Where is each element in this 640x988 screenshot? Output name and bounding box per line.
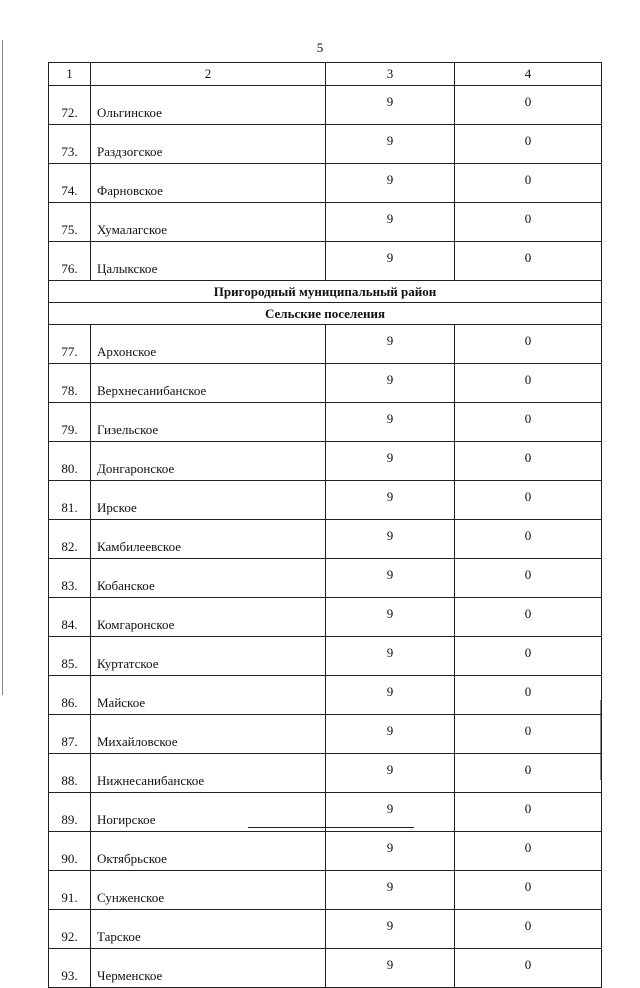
row-number: 88. bbox=[49, 754, 91, 793]
column-4-value: 0 bbox=[455, 86, 602, 125]
row-number: 74. bbox=[49, 164, 91, 203]
column-3-value: 9 bbox=[326, 754, 455, 793]
settlement-name: Майское bbox=[91, 676, 326, 715]
column-3-value: 9 bbox=[326, 325, 455, 364]
table-row bbox=[49, 442, 602, 481]
column-4-value: 0 bbox=[455, 676, 602, 715]
table-row bbox=[49, 86, 602, 125]
scan-edge-left bbox=[2, 40, 3, 695]
column-3-value: 9 bbox=[326, 403, 455, 442]
row-number: 73. bbox=[49, 125, 91, 164]
settlement-name: Михайловское bbox=[91, 715, 326, 754]
column-3-value: 9 bbox=[326, 481, 455, 520]
table-row bbox=[49, 637, 602, 676]
column-3-value: 9 bbox=[326, 164, 455, 203]
end-of-document-line bbox=[248, 827, 414, 828]
column-4-value: 0 bbox=[455, 559, 602, 598]
column-4-value: 0 bbox=[455, 442, 602, 481]
column-3-value: 9 bbox=[326, 559, 455, 598]
column-4-value: 0 bbox=[455, 871, 602, 910]
section-title: Пригородный муниципальный район bbox=[49, 281, 602, 303]
row-number: 87. bbox=[49, 715, 91, 754]
table-row bbox=[49, 949, 602, 988]
table-row bbox=[49, 203, 602, 242]
table-row bbox=[49, 832, 602, 871]
settlement-name: Хумалагское bbox=[91, 203, 326, 242]
settlement-name: Раздзогское bbox=[91, 125, 326, 164]
column-header: 4 bbox=[455, 63, 602, 86]
table-row bbox=[49, 403, 602, 442]
column-3-value: 9 bbox=[326, 793, 455, 832]
column-4-value: 0 bbox=[455, 242, 602, 281]
column-4-value: 0 bbox=[455, 715, 602, 754]
section-title-row bbox=[49, 281, 602, 303]
settlement-name: Фарновское bbox=[91, 164, 326, 203]
row-number: 90. bbox=[49, 832, 91, 871]
column-3-value: 9 bbox=[326, 910, 455, 949]
row-number: 89. bbox=[49, 793, 91, 832]
subsection-title: Сельские поселения bbox=[49, 303, 602, 325]
column-header: 1 bbox=[49, 63, 91, 86]
column-header: 2 bbox=[91, 63, 326, 86]
column-3-value: 9 bbox=[326, 832, 455, 871]
row-number: 79. bbox=[49, 403, 91, 442]
column-3-value: 9 bbox=[326, 520, 455, 559]
column-4-value: 0 bbox=[455, 325, 602, 364]
column-3-value: 9 bbox=[326, 949, 455, 988]
settlement-name: Камбилеевское bbox=[91, 520, 326, 559]
column-3-value: 9 bbox=[326, 242, 455, 281]
column-4-value: 0 bbox=[455, 637, 602, 676]
column-header: 3 bbox=[326, 63, 455, 86]
settlement-name: Кобанское bbox=[91, 559, 326, 598]
column-4-value: 0 bbox=[455, 598, 602, 637]
column-4-value: 0 bbox=[455, 203, 602, 242]
row-number: 72. bbox=[49, 86, 91, 125]
table-row bbox=[49, 325, 602, 364]
column-3-value: 9 bbox=[326, 125, 455, 164]
row-number: 92. bbox=[49, 910, 91, 949]
settlement-name: Ногирское bbox=[91, 793, 326, 832]
row-number: 77. bbox=[49, 325, 91, 364]
column-3-value: 9 bbox=[326, 676, 455, 715]
table-row bbox=[49, 520, 602, 559]
row-number: 83. bbox=[49, 559, 91, 598]
settlement-name: Цалыкское bbox=[91, 242, 326, 281]
column-3-value: 9 bbox=[326, 715, 455, 754]
settlement-name: Октябрьское bbox=[91, 832, 326, 871]
column-4-value: 0 bbox=[455, 481, 602, 520]
row-number: 84. bbox=[49, 598, 91, 637]
column-3-value: 9 bbox=[326, 598, 455, 637]
column-4-value: 0 bbox=[455, 164, 602, 203]
row-number: 85. bbox=[49, 637, 91, 676]
table-row bbox=[49, 598, 602, 637]
table-row bbox=[49, 871, 602, 910]
column-4-value: 0 bbox=[455, 754, 602, 793]
column-3-value: 9 bbox=[326, 203, 455, 242]
row-number: 76. bbox=[49, 242, 91, 281]
settlement-name: Тарское bbox=[91, 910, 326, 949]
settlement-name: Донгаронское bbox=[91, 442, 326, 481]
column-3-value: 9 bbox=[326, 86, 455, 125]
column-4-value: 0 bbox=[455, 364, 602, 403]
settlements-table bbox=[48, 62, 602, 988]
column-3-value: 9 bbox=[326, 442, 455, 481]
column-3-value: 9 bbox=[326, 871, 455, 910]
settlement-name: Гизельское bbox=[91, 403, 326, 442]
table-row bbox=[49, 364, 602, 403]
row-number: 80. bbox=[49, 442, 91, 481]
settlement-name: Ольгинское bbox=[91, 86, 326, 125]
table-row bbox=[49, 793, 602, 832]
column-4-value: 0 bbox=[455, 949, 602, 988]
column-3-value: 9 bbox=[326, 364, 455, 403]
column-4-value: 0 bbox=[455, 520, 602, 559]
table-row bbox=[49, 164, 602, 203]
table-row bbox=[49, 676, 602, 715]
table-header-row bbox=[49, 63, 602, 86]
column-3-value: 9 bbox=[326, 637, 455, 676]
settlement-name: Верхнесанибанское bbox=[91, 364, 326, 403]
column-4-value: 0 bbox=[455, 832, 602, 871]
settlement-name: Архонское bbox=[91, 325, 326, 364]
settlement-name: Куртатское bbox=[91, 637, 326, 676]
settlement-name: Ирское bbox=[91, 481, 326, 520]
column-4-value: 0 bbox=[455, 910, 602, 949]
table-row bbox=[49, 754, 602, 793]
row-number: 82. bbox=[49, 520, 91, 559]
settlement-name: Черменское bbox=[91, 949, 326, 988]
column-4-value: 0 bbox=[455, 403, 602, 442]
settlement-name: Сунженское bbox=[91, 871, 326, 910]
row-number: 86. bbox=[49, 676, 91, 715]
table-row bbox=[49, 910, 602, 949]
table-row bbox=[49, 481, 602, 520]
settlement-name: Нижнесанибанское bbox=[91, 754, 326, 793]
column-4-value: 0 bbox=[455, 125, 602, 164]
table-row bbox=[49, 559, 602, 598]
row-number: 91. bbox=[49, 871, 91, 910]
row-number: 78. bbox=[49, 364, 91, 403]
column-4-value: 0 bbox=[455, 793, 602, 832]
page-number: 5 bbox=[316, 40, 324, 55]
row-number: 81. bbox=[49, 481, 91, 520]
row-number: 75. bbox=[49, 203, 91, 242]
settlement-name: Комгаронское bbox=[91, 598, 326, 637]
table-row bbox=[49, 715, 602, 754]
row-number: 93. bbox=[49, 949, 91, 988]
table-row bbox=[49, 242, 602, 281]
subsection-title-row bbox=[49, 303, 602, 325]
table-row bbox=[49, 125, 602, 164]
